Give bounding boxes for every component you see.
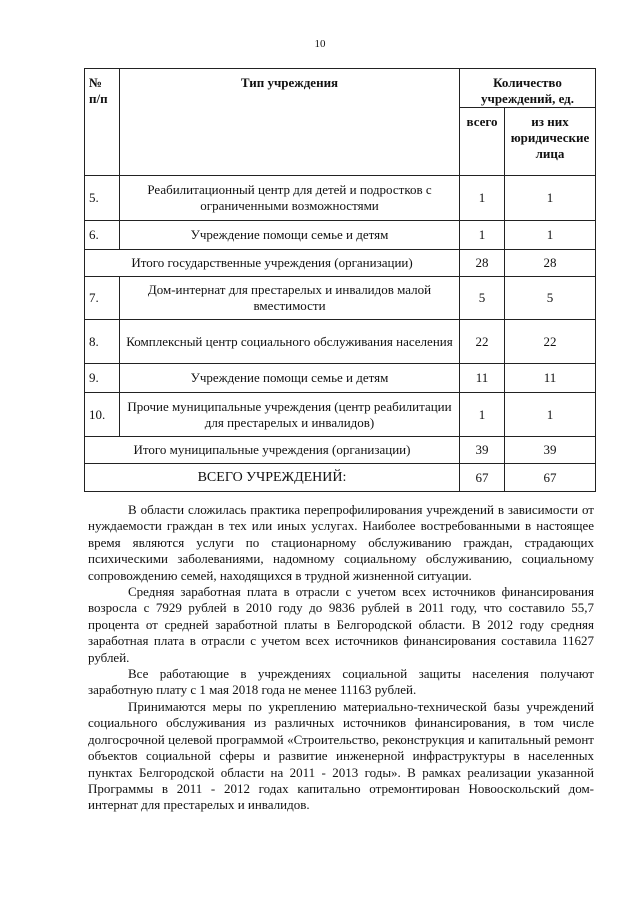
row-type: Дом-интернат для престарелых и инвалидов малой вместимости [120,277,460,320]
grand-total-total: 67 [460,464,505,492]
row-type: Учреждение помощи семье и детям [120,364,460,393]
table-row [85,277,596,320]
row-type: Прочие муниципальные учреждения (центр реабилитации для престарелых и инвалидов) [120,393,460,437]
table-row [85,393,596,437]
row-total: 1 [460,176,505,221]
row-type: Реабилитационный центр для детей и подростков с ограниченными возможностями [120,176,460,221]
summary-total: 39 [460,437,505,464]
row-legal: 22 [505,320,596,364]
page-number: 10 [314,38,326,50]
table-row [85,176,596,221]
summary-label: Итого государственные учреждения (организации) [85,250,460,277]
row-legal: 11 [505,364,596,393]
summary-label: Итого муниципальные учреждения (организации) [85,437,460,464]
paragraph: Все работающие в учреждениях социальной защиты населения получают заработную плату с 1 мая 2018 года не менее 11163 рублей. [88,666,594,698]
row-legal: 1 [505,176,596,221]
header-type: Тип учреждения [120,69,460,176]
summary-legal: 28 [505,250,596,277]
grand-total-legal: 67 [505,464,596,492]
table-header-row [85,69,596,108]
row-total: 5 [460,277,505,320]
header-num: № п/п [85,69,120,176]
header-count: Количество учреждений, ед. [460,69,596,108]
row-legal: 1 [505,393,596,437]
header-total: всего [460,108,505,176]
summary-legal: 39 [505,437,596,464]
row-num: 10. [85,393,120,437]
table-grand-total-row [85,464,596,492]
row-type: Комплексный центр социального обслуживания населения [120,320,460,364]
paragraph: Принимаются меры по укреплению материально-технической базы учреждений социального обслуживания из различных источников финансирования, в том числе долгосрочной целевой программой «Строительство, реконструкция и капитальный ремонт объектов социальной сферы и развитие инженерной инфраструктуры в населенных пунктах Белгородской области на 2011 - 2013 годы». В рамках реализации указанной Программы в 2011 - 2012 годах капитально отремонтирован Новооскольский дом-интернат для престарелых и инвалидов. [88,698,594,813]
paragraph: Средняя заработная плата в отрасли с учетом всех источников финансирования возросла с 7929 рублей в 2010 году до 9836 рублей в 2011 году, что составило 55,7 процента от средней заработной платы в Белгородской области. В 2012 году средняя заработная плата в отрасли с учетом всех источников финансирования составила 11627 рублей. [88,584,594,665]
row-total: 1 [460,221,505,250]
row-total: 11 [460,364,505,393]
row-type: Учреждение помощи семье и детям [120,221,460,250]
summary-total: 28 [460,250,505,277]
row-num: 6. [85,221,120,250]
row-legal: 5 [505,277,596,320]
table-summary-row [85,437,596,464]
body-text [88,502,594,814]
table-row [85,364,596,393]
grand-total-label: ВСЕГО УЧРЕЖДЕНИЙ: [85,464,460,492]
header-legal: из них юридические лица [505,108,596,176]
table-row [85,221,596,250]
paragraph: В области сложилась практика перепрофилирования учреждений в зависимости от нуждаемости граждан в тех или иных услугах. Наиболее востребованными в настоящее время являются услуги по стационарному обслуживанию граждан, страдающих психическими заболеваниями, надомному социальному обслуживанию, социальному сопровождению семей, находящихся в трудной жизненной ситуации. [88,502,594,583]
row-total: 1 [460,393,505,437]
table-row [85,320,596,364]
row-num: 8. [85,320,120,364]
institutions-table [84,68,596,492]
row-total: 22 [460,320,505,364]
row-num: 7. [85,277,120,320]
table-summary-row [85,250,596,277]
row-num: 9. [85,364,120,393]
row-legal: 1 [505,221,596,250]
row-num: 5. [85,176,120,221]
